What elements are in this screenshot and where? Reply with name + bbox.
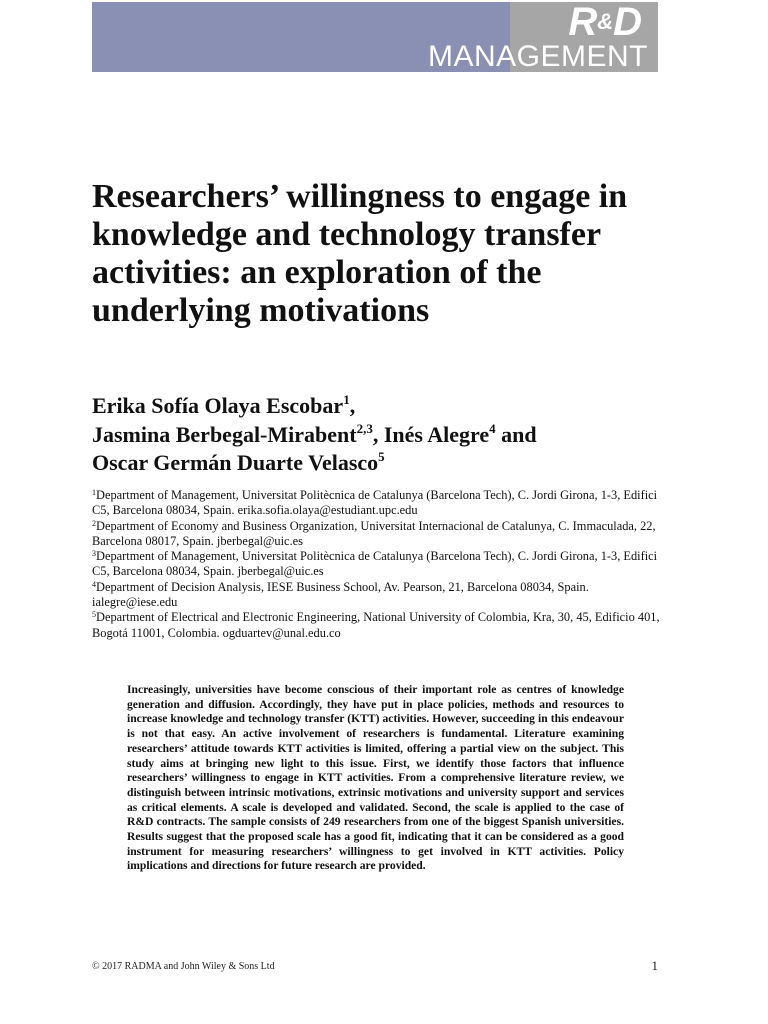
logo-management: MANAGEMENT	[427, 40, 648, 73]
affiliation-3: $^3$Department of Management, Universitat Politècnica de Catalunya (Barcelona Tech), C. Jordi Girona, 1-3, Edifici C5, Barcelona 08034, Spain. jberbegal@uic.es	[92, 549, 658, 579]
affiliation-4: $^4$Department of Decision Analysis, IESE Business School, Av. Pearson, 21, Barcelona 08034, Spain. ialegre@iese.edu	[92, 579, 589, 610]
page-number: 1	[651, 958, 658, 973]
affiliation-1: $^1$Department of Management, Universitat Politècnica de Catalunya (Barcelona Tech), C. Jordi Girona, 1-3, Edifici C5, Barcelona 08034, Spain. erika.sofia.olaya@estudiant.upc.edu	[92, 488, 658, 518]
author-3: Inés Alegre$^4$ and	[383, 420, 537, 447]
logo-rd: R&D	[568, 0, 642, 44]
article-title: Researchers’ willingness to engage in knowledge and technology transfer activities: an exploration of the underlying motivations	[92, 178, 628, 329]
journal-banner	[92, 2, 658, 72]
affiliation-5: $^5$Department of Electrical and Electronic Engineering, National University of Colombia, Kra, 30, 45, Edificio 401, Bogotá 11001, Colombia. ogduartev@unal.edu.co	[92, 610, 660, 640]
affiliations	[92, 488, 672, 641]
author-list	[92, 392, 692, 478]
abstract: Increasingly, universities have become conscious of their important role as centres of knowledge generation and diffusion. Accordingly, they have put in place policies, methods and resources to increase knowledge and technology transfer (KTT) activities. However, succeeding in this endeavour is not that easy. An active involvement of researchers is fundamental. Literature examining researchers’ attitude towards KTT activities is limited, offering a partial view on the subject. This study aims at bringing new light to this issue. First, we identify those factors that influence researchers’ willingness to engage in KTT activities. From a comprehensive literature review, we distinguish between intrinsic motivations, extrinsic motivations and university support and services as critical elements. A scale is developed and validated. Second, the scale is applied to the case of R&D contracts. The sample consists of 249 researchers from one of the biggest Spanish universities. Results suggest that the proposed scale has a good fit, indicating that it can be considered as a good instrument for measuring researchers’ willingness to get involved in KTT activities. Policy implications and directions for future research are provided.	[127, 683, 624, 873]
author-2: Jasmina Berbegal-Mirabent$^{2,3}$,	[92, 420, 379, 447]
author-1: Erika Sofía Olaya Escobar$^1$,	[92, 392, 356, 418]
affiliation-2: $^2$Department of Economy and Business Organization, Universitat Internacional de Catalunya, C. Immaculada, 22, Barcelona 08017, Spain. jberbegal@uic.es	[92, 518, 656, 548]
author-4: Oscar Germán Duarte Velasco$^5$	[92, 449, 385, 475]
copyright-notice: © 2017 RADMA and John Wiley & Sons Ltd	[92, 961, 275, 972]
